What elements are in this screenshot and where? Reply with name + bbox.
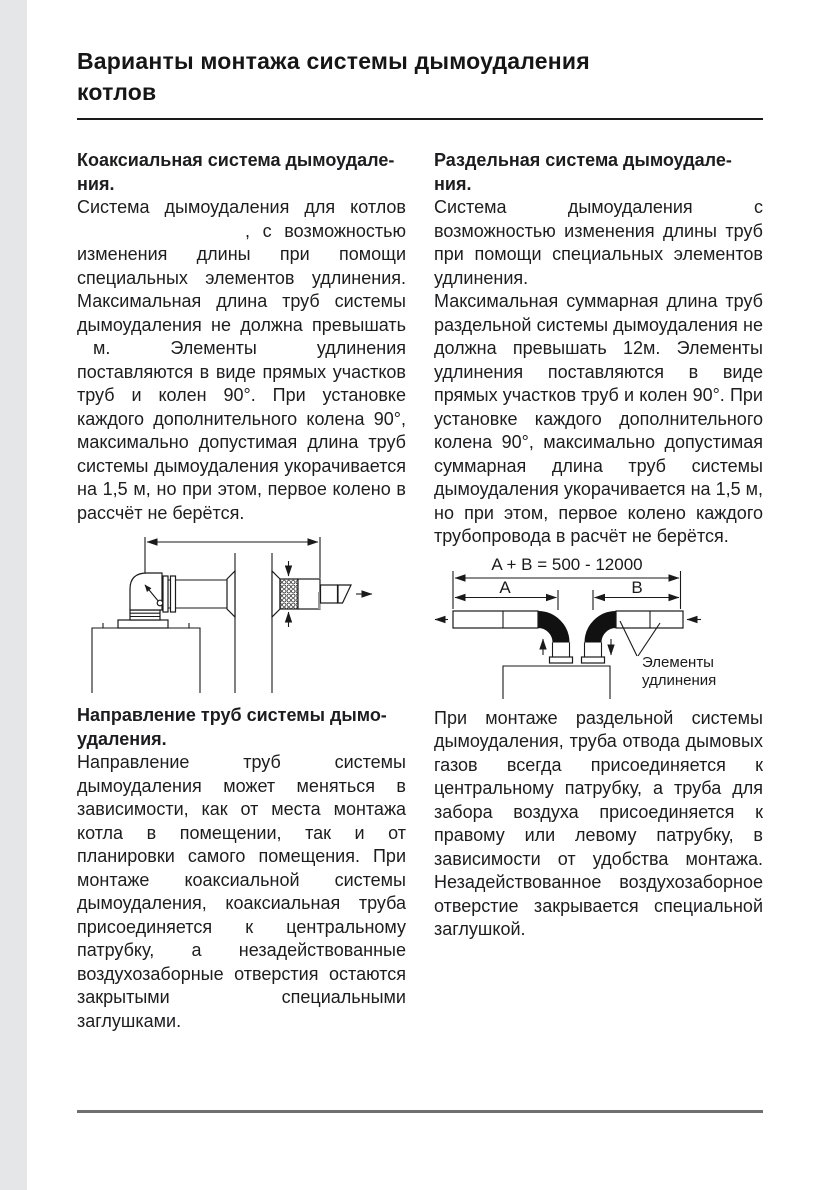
column-right: [434, 149, 763, 1033]
paragraph-separate-mounting: При монтаже раздельной системы дымоудаления, труба отвода дымовых газов всегда присоединяется к центральному патрубку, а труба для забора воздуха присоединяется к правому или левому патрубку, в зависимости от удобства монтажа. Незадействованное воздухозаборное отверстие закрывается специальной заглушкой.: [434, 707, 763, 939]
scan-edge-strip: [0, 0, 27, 1190]
heading-line: ния.: [434, 173, 472, 194]
left-socket-flange: [550, 657, 573, 663]
heading-line: Направление труб системы дымо-: [77, 705, 387, 725]
terminal-body: [298, 579, 320, 609]
coaxial-flue-diagram: [75, 535, 405, 695]
right-elbow-90: [593, 619, 616, 642]
dimension-b-label: B: [631, 577, 643, 597]
heading-coaxial-system: [77, 149, 406, 196]
two-column-layout: [77, 149, 763, 1033]
column-left: [77, 149, 406, 1033]
redacted-model-gap: [77, 236, 245, 237]
wall-flange-inner: [227, 571, 235, 617]
text-segment: м. Элементы удлинения поставляются в виде прямых участков труб и колен 90°. При установке каждого дополнительного колена 90°, максимально допустимая длина труб системы дымоудаления укорачивается на 1,5 м, но при этом, первое колено в рассчёт не берётся.: [77, 338, 406, 523]
redacted-length-gap: [77, 353, 93, 354]
left-extension-pipe: [453, 611, 538, 628]
boiler-outline: [92, 628, 200, 693]
heading-line: ния.: [77, 173, 115, 194]
footer-rule: [77, 1110, 763, 1113]
heading-line: удаления.: [77, 728, 167, 749]
text-segment: Система дымоудаления для котлов: [77, 197, 406, 217]
heading-separate-system: [434, 149, 763, 196]
air-intake-mesh: [280, 579, 298, 609]
heading-line: Раздельная система дымоудале-: [434, 150, 732, 170]
paragraph-pipe-direction: Направление труб системы дымоудаления может меняться в зависимости, как от места монтажа котла в помещении, так и от планировки самого помещения. При монтаже коаксиальной системы дымоудаления, коаксиальная труба присоединяется к центральному патрубку, а незадействованные воздухозаборные отверстия остаются закрытыми специальными заглушками.: [77, 752, 406, 1031]
left-stub-fill: [553, 642, 569, 657]
wall-flange-outer: [272, 571, 280, 617]
callout-label-line: Элементы: [642, 653, 714, 671]
flue-mounting-flange: [118, 620, 168, 628]
right-stub-fill: [585, 642, 601, 657]
text-segment: , с возможностью изменения длины при помощи специальных элементов удлинения. Максимальная длина труб системы дымоудаления не должна превышать: [77, 220, 406, 335]
right-socket-flange: [582, 657, 605, 663]
exhaust-pipe: [321, 585, 338, 603]
elbow-coupling: [130, 610, 160, 620]
exhaust-tip: [338, 585, 351, 603]
separate-flue-diagram: [428, 554, 768, 699]
page-title-line: котлов: [77, 79, 157, 105]
left-elbow-90: [538, 619, 561, 642]
pipe-coupling-ring: [171, 576, 176, 612]
pipe-coupling-ring: [163, 576, 168, 612]
title-rule: [77, 118, 763, 120]
paragraph-coaxial-description: [77, 196, 406, 525]
dimension-a-label: A: [499, 577, 511, 597]
page-content: [77, 46, 763, 1033]
callout-label-line: удлинения: [642, 671, 717, 689]
boiler-outline: [503, 666, 610, 699]
heading-pipe-direction: [77, 704, 406, 751]
heading-line: Коаксиальная система дымоудале-: [77, 150, 395, 170]
dimension-total-label: A + B = 500 - 12000: [491, 554, 643, 574]
probe-port: [157, 600, 163, 606]
page-title: [77, 46, 763, 108]
paragraph-separate-limits: Максимальная суммарная длина труб раздельной системы дымоудаления не должна превышать 12м. Элементы удлинения поставляются в виде прямых участков труб и колен 90°. При установке каждого дополнительного колена 90°, максимально допустимая суммарная длина труб системы дымоудаления укорачивается на 1,5 м, но при этом, первое колено каждого трубопровода в расчёт не берётся.: [434, 291, 763, 546]
paragraph-separate-description: Система дымоудаления с возможностью изменения длины труб при помощи специальных элементов удлинения.: [434, 197, 763, 288]
page-title-line: Варианты монтажа системы дымоудаления: [77, 48, 590, 74]
